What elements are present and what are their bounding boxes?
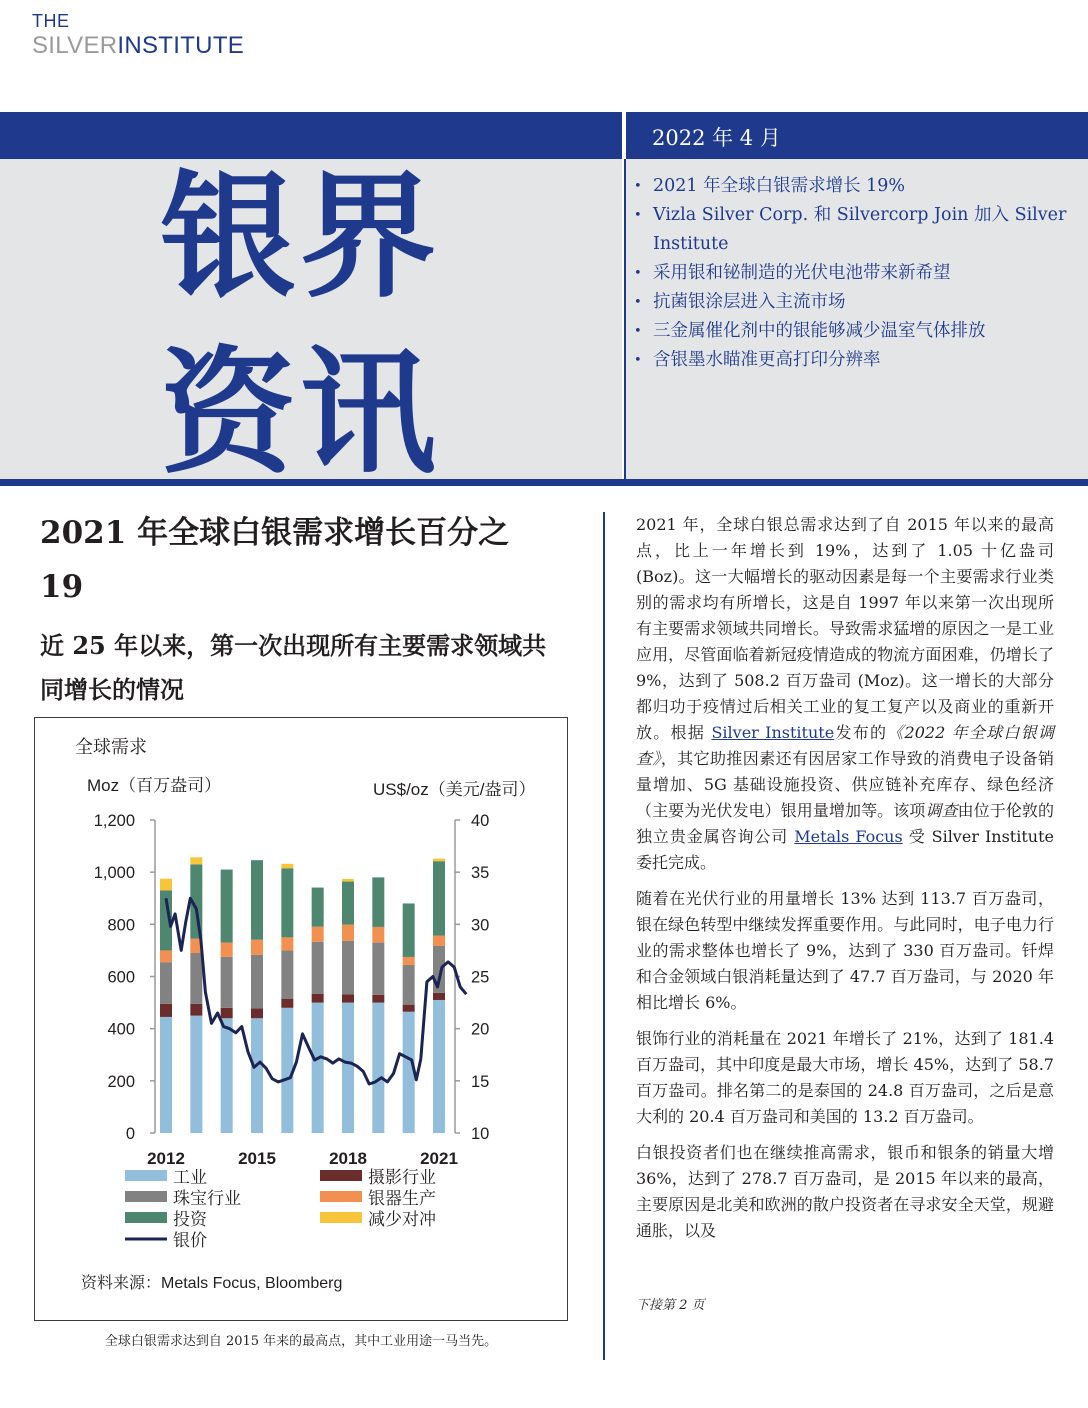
legend-swatch: [320, 1170, 362, 1181]
article-body: [636, 512, 1054, 1254]
bullet-icon: •: [634, 324, 642, 339]
bar-segment: [221, 1018, 233, 1133]
bar-segment: [221, 1008, 233, 1018]
bar-segment: [190, 1016, 202, 1133]
y-tick-label: 600: [107, 968, 135, 987]
logo-the: THE: [32, 11, 70, 31]
y2-tick-label: 25: [471, 968, 490, 987]
y-tick-label: 0: [125, 1125, 135, 1143]
bar-segment: [281, 868, 293, 937]
bar-segment: [372, 995, 384, 1003]
bar-segment: [251, 940, 263, 955]
bar-segment: [342, 925, 354, 941]
bar-segment: [342, 879, 354, 882]
silver-institute-link[interactable]: Silver Institute: [711, 723, 835, 742]
p1-text-d: 由位于伦敦的独立贵金属咨询公司: [636, 801, 1054, 846]
logo-silver: SILVER: [32, 32, 118, 59]
chart-ylabel: Moz（百万盎司）: [87, 776, 222, 795]
highlight-text: Vizla Silver Corp. 和 Silvercorp Join 加入 Silver Institute: [653, 205, 1067, 254]
bullet-icon: •: [634, 353, 642, 368]
newsletter-title-line2: 资讯: [160, 335, 440, 493]
logo-institute: INSTITUTE: [117, 32, 245, 59]
column-rule: [603, 512, 605, 1360]
bar-segment: [281, 937, 293, 950]
logo-brand: [32, 32, 244, 60]
bar-segment: [342, 941, 354, 994]
bar-segment: [251, 1008, 263, 1018]
bar-segment: [160, 1017, 172, 1133]
highlight-item[interactable]: [634, 317, 1074, 346]
highlight-item[interactable]: [634, 201, 1074, 259]
bar-segment: [342, 1003, 354, 1133]
newsletter-title-line1: 银界: [160, 159, 440, 317]
bar-segment: [281, 864, 293, 868]
bar-segment: [342, 994, 354, 1002]
bar-segment: [403, 903, 415, 956]
bar-segment: [312, 942, 324, 994]
masthead-divider-line: [624, 159, 626, 479]
bullet-icon: •: [634, 266, 642, 281]
legend-swatch: [320, 1212, 362, 1223]
chart-caption: 全球白银需求达到自 2015 年来的最高点，其中工业用途一马当先。: [104, 1334, 498, 1349]
y-tick-label: 800: [107, 916, 135, 935]
highlight-text: 采用银和铋制造的光伏电池带来新希望: [653, 263, 951, 283]
bar-segment: [312, 927, 324, 942]
highlight-item[interactable]: [634, 172, 1074, 201]
bar-segment: [403, 1012, 415, 1133]
bullet-icon: •: [634, 295, 642, 310]
x-tick-label: 2018: [329, 1149, 367, 1168]
highlight-text: 抗菌银涂层进入主流市场: [653, 292, 846, 312]
chart-canvas: [35, 718, 569, 1322]
highlight-item[interactable]: [634, 288, 1074, 317]
y-tick-label: 1,000: [93, 864, 135, 883]
y2-tick-label: 10: [471, 1125, 490, 1143]
p1-text-e: 受 Silver Institute 委托完成。: [636, 827, 1054, 872]
bullet-icon: •: [634, 208, 642, 223]
bar-segment: [251, 1018, 263, 1133]
chart-y2label: US$/oz（美元/盎司）: [373, 780, 536, 799]
newsletter-title: [160, 150, 480, 502]
chart-title: 全球需求: [75, 737, 147, 757]
bar-segment: [403, 957, 415, 965]
y2-tick-label: 40: [471, 812, 490, 830]
legend-label: 投资: [173, 1210, 207, 1229]
bar-segment: [251, 955, 263, 1008]
bar-segment: [160, 879, 172, 891]
y2-tick-label: 30: [471, 916, 490, 935]
bar-segment: [372, 1003, 384, 1133]
chart-source: 资料来源：Metals Focus, Bloomberg: [81, 1275, 343, 1292]
y-tick-label: 1,200: [93, 812, 135, 830]
bar-segment: [403, 965, 415, 1005]
highlight-item[interactable]: [634, 259, 1074, 288]
bar-segment: [281, 1008, 293, 1133]
highlights-list: [634, 172, 1074, 375]
bar-segment: [160, 950, 172, 962]
metals-focus-link[interactable]: Metals Focus: [794, 827, 903, 846]
bar-segment: [312, 888, 324, 927]
legend-label: 工业: [173, 1168, 207, 1187]
bar-segment: [281, 999, 293, 1008]
legend-label: 银器生产: [368, 1189, 436, 1208]
bar-segment: [221, 943, 233, 957]
bar-segment: [433, 1000, 445, 1133]
highlight-text: 三金属催化剂中的银能够减少温室气体排放: [653, 321, 986, 341]
x-tick-label: 2015: [238, 1149, 276, 1168]
bullet-icon: •: [634, 179, 642, 194]
paragraph-2: 随着在光伏行业的用量增长 13% 达到 113.7 百万盎司，银在绿色转型中继续发挥重要作用。与此同时，电子电力行业的需求整体也增长了 9%，达到了 330 百万盎司。钎焊和合金领域白银消耗量达到了 47.7 百万盎司，与 2020 年相比增长 6%。: [636, 889, 1054, 1012]
survey-title: 《2022 年全球白银调查》: [636, 723, 1054, 768]
paragraph-3: 银饰行业的消耗量在 2021 年增长了 21%，达到了 181.4 百万盎司，其中印度是最大市场，增长 45%，达到了 58.7 百万盎司。排名第二的是泰国的 24.8 百万盎司，之后是意大利的 20.4 百万盎司和美国的 13.2 百万盎司。: [636, 1029, 1054, 1126]
p1-text-b: 发布的: [834, 723, 888, 742]
bar-segment: [433, 936, 445, 946]
continued-note: 下接第 2 页: [636, 1298, 705, 1313]
bar-segment: [372, 943, 384, 995]
bar-segment: [433, 993, 445, 1000]
legend-swatch: [125, 1191, 167, 1202]
legend-label: 摄影行业: [368, 1168, 436, 1187]
bar-segment: [190, 857, 202, 864]
bar-segment: [433, 861, 445, 935]
silver-institute-logo: [32, 10, 244, 60]
p1-text-a: 2021 年，全球白银总需求达到了自 2015 年以来的最高点，比上一年增长到 19%，达到了 1.05 十亿盎司 (Boz)。这一大幅增长的驱动因素是每一个主要需求行业类别的需求均有所增长，这是自 1997 年以来第一次出现所有主要需求领域共同增长。导致需求猛增的原因之一是工业应用，尽管面临着新冠疫情造成的物流方面困难，仍增长了 9%，达到了 508.2 百万盎司 (Moz)。这一增长的大部分都归功于疫情过后相关工业的复工复产以及商业的重新开放。根据: [636, 515, 1054, 742]
issue-date: 2022 年 4 月: [652, 126, 781, 150]
y2-tick-label: 20: [471, 1020, 490, 1039]
paragraph-4: 白银投资者们也在继续推高需求，银币和银条的销量大增 36%，达到了 278.7 百万盎司，是 2015 年以来的最高，主要原因是北美和欧洲的散户投资者在寻求安全天堂，规避通胀，以及: [636, 1143, 1054, 1240]
bar-segment: [433, 859, 445, 862]
bar-segment: [403, 1005, 415, 1012]
bar-segment: [160, 962, 172, 1004]
bar-segment: [281, 950, 293, 998]
bar-segment: [372, 877, 384, 927]
global-demand-chart: [34, 717, 568, 1321]
bar-segment: [221, 870, 233, 943]
y2-tick-label: 15: [471, 1072, 490, 1091]
p1-text-c: ，其它助推因素还有因居家工作导致的消费电子设备销量增加、5G 基础设施投资、供应链补充库存、绿色经济（主要为光伏发电）银用量增加等。该项: [636, 749, 1054, 820]
legend-swatch: [320, 1191, 362, 1202]
bar-segment: [190, 1004, 202, 1016]
legend-swatch: [125, 1212, 167, 1223]
highlight-text: 含银墨水瞄准更高打印分辨率: [653, 350, 881, 370]
legend-label: 银价: [173, 1231, 207, 1250]
y2-tick-label: 35: [471, 864, 490, 883]
survey-word: 调查: [925, 801, 958, 820]
legend-label: 减少对冲: [368, 1210, 436, 1229]
article-headline: 2021 年全球白银需求增长百分之 19: [40, 515, 510, 605]
legend-label: 珠宝行业: [173, 1189, 241, 1208]
bar-segment: [342, 882, 354, 925]
bar-segment: [312, 1003, 324, 1133]
bar-segment: [312, 994, 324, 1003]
highlight-item[interactable]: [634, 346, 1074, 375]
x-tick-label: 2021: [420, 1149, 458, 1168]
bar-segment: [221, 957, 233, 1008]
article-subhead: 近 25 年以来，第一次出现所有主要需求领域共同增长的情况: [40, 631, 547, 704]
highlight-text: 2021 年全球白银需求增长 19%: [653, 176, 906, 196]
bar-segment: [160, 1004, 172, 1017]
bar-segment: [190, 953, 202, 1004]
y-tick-label: 200: [107, 1072, 135, 1091]
paragraph-1: [636, 512, 1054, 876]
x-tick-label: 2012: [147, 1149, 185, 1168]
bar-segment: [251, 860, 263, 940]
bar-segment: [372, 927, 384, 943]
legend-swatch: [125, 1170, 167, 1181]
y-tick-label: 400: [107, 1020, 135, 1039]
